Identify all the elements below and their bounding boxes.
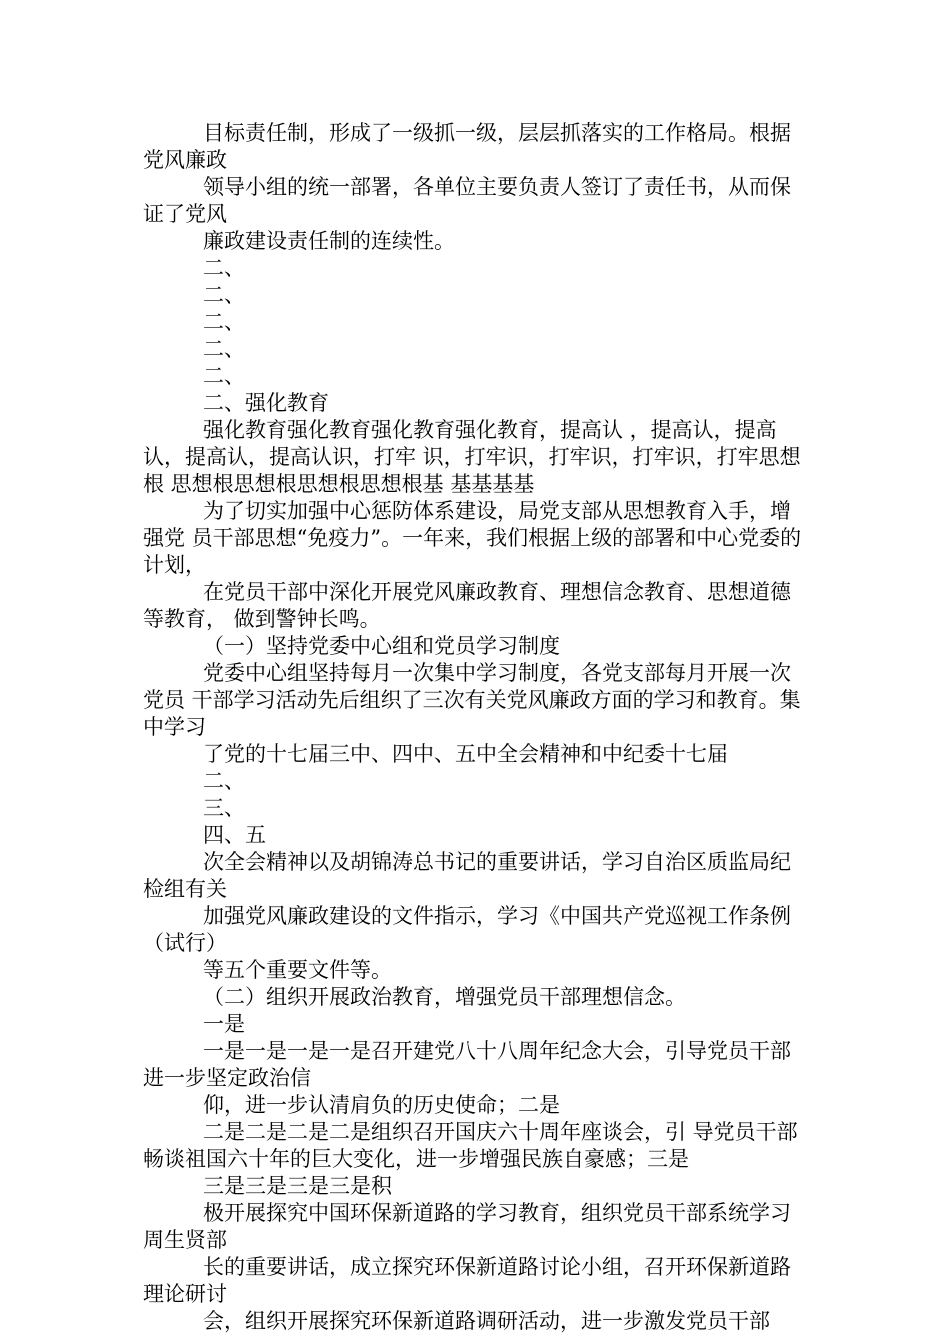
paragraph: 廉政建设责任制的连续性。 xyxy=(203,229,455,253)
section-heading: 三、 xyxy=(203,796,245,820)
section-heading: 二、强化教育 xyxy=(203,391,329,415)
subsection-heading: （二）组织开展政治教育，增强党员干部理想信念。 xyxy=(203,985,686,1009)
subsection-heading: （一）坚持党委中心组和党员学习制度 xyxy=(203,634,560,658)
paragraph: 二是二是二是二是组织召开国庆六十周年座谈会，引 导党员干部畅谈祖国六十年的巨大变化，进一步增强民族自豪感；三是 xyxy=(143,1120,798,1171)
paragraph: 长的重要讲话，成立探究环保新道路讨论小组，召开环保新道路理论研讨 xyxy=(143,1255,791,1306)
paragraph: 一是一是一是一是召开建党八十八周年纪念大会，引导党员干部进一步坚定政治信 xyxy=(143,1039,791,1090)
paragraph: 加强党风廉政建设的文件指示，学习《中国共产党巡视工作条例（试行） xyxy=(143,904,791,955)
section-heading: 二、 xyxy=(203,310,245,334)
section-heading: 二、 xyxy=(203,256,245,280)
paragraph: 极开展探究中国环保新道路的学习教育，组织党员干部系统学习周生贤部 xyxy=(143,1201,791,1252)
paragraph: 目标责任制，形成了一级抓一级，层层抓落实的工作格局。根据党风廉政 xyxy=(143,121,791,172)
document-body xyxy=(143,120,807,1335)
section-heading: 二、 xyxy=(203,769,245,793)
paragraph: 了党的十七届三中、四中、五中全会精神和中纪委十七届 xyxy=(203,742,728,766)
section-heading: 四、五 xyxy=(203,823,266,847)
paragraph: 会，组织开展探究环保新道路调研活动，进一步激发党员干部 xyxy=(203,1309,770,1333)
paragraph: 一是 xyxy=(203,1012,245,1036)
paragraph: 党委中心组坚持每月一次集中学习制度，各党支部每月开展一次党员 干部学习活动先后组织了三次有关党风廉政方面的学习和教育。集中学习 xyxy=(143,661,801,739)
paragraph: 等五个重要文件等。 xyxy=(203,958,392,982)
section-heading: 二、 xyxy=(203,337,245,361)
paragraph: 仰，进一步认清肩负的历史使命；二是 xyxy=(203,1093,560,1117)
paragraph: 在党员干部中深化开展党风廉政教育、理想信念教育、思想道德等教育， 做到警钟长鸣。 xyxy=(143,580,791,631)
paragraph: 领导小组的统一部署，各单位主要负责人签订了责任书，从而保证了党风 xyxy=(143,175,791,226)
paragraph: 次全会精神以及胡锦涛总书记的重要讲话，学习自治区质监局纪检组有关 xyxy=(143,850,791,901)
paragraph: 为了切实加强中心惩防体系建设，局党支部从思想教育入手，增强党 员干部思想“免疫力”。一年来，我们根据上级的部署和中心党委的计划， xyxy=(143,499,802,577)
section-heading: 二、 xyxy=(203,283,245,307)
paragraph: 强化教育强化教育强化教育强化教育，提高认 ，提高认，提高认，提高认，提高认识，打牢 识，打牢识，打牢识，打牢识，打牢思想根 思想根思想根思想根思想根基 基基基基 xyxy=(143,418,801,496)
paragraph: 三是三是三是三是积 xyxy=(203,1174,392,1198)
section-heading: 二、 xyxy=(203,364,245,388)
